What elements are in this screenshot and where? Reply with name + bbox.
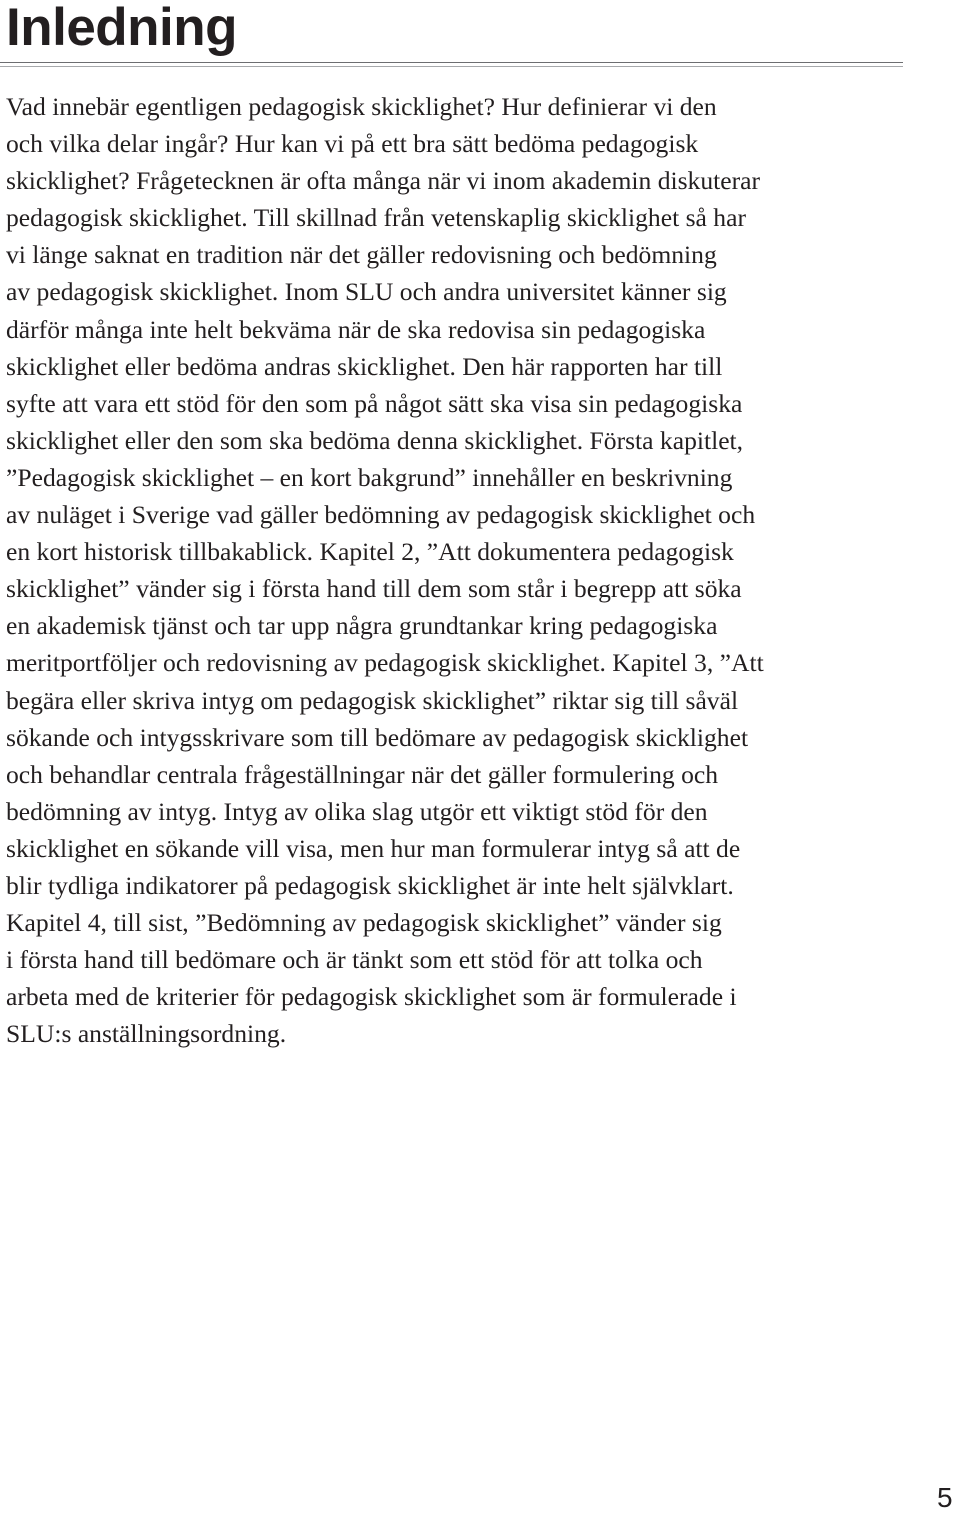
paragraph-line: ”Pedagogisk skicklighet – en kort bakgrund” innehåller en beskrivning xyxy=(6,462,733,492)
paragraph-line: i första hand till bedömare och är tänkt som ett stöd för att tolka och xyxy=(6,945,703,975)
page-title: Inledning xyxy=(6,0,238,57)
heading-rule-bottom xyxy=(0,66,903,67)
paragraph-line: skicklighet eller bedöma andras skicklighet. Den här rapporten har till xyxy=(6,351,723,381)
paragraph-line: blir tydliga indikatorer på pedagogisk skicklighet är inte helt självklart. xyxy=(6,870,734,900)
body-paragraph xyxy=(6,88,906,1052)
paragraph-line: av nuläget i Sverige vad gäller bedömning av pedagogisk skicklighet och xyxy=(6,500,756,530)
paragraph-line: sökande och intygsskrivare som till bedömare av pedagogisk skicklighet xyxy=(6,722,749,752)
page-number: 5 xyxy=(937,1482,953,1513)
paragraph-line: Kapitel 4, till sist, ”Bedömning av pedagogisk skicklighet” vänder sig xyxy=(6,908,722,938)
paragraph-line: och vilka delar ingår? Hur kan vi på ett bra sätt bedöma pedagogisk xyxy=(6,129,699,159)
paragraph-line: pedagogisk skicklighet. Till skillnad från vetenskaplig skicklighet så har xyxy=(6,203,746,233)
paragraph-line: en kort historisk tillbakablick. Kapitel 2, ”Att dokumentera pedagogisk xyxy=(6,537,734,567)
paragraph-line: meritportföljer och redovisning av pedagogisk skicklighet. Kapitel 3, ”Att xyxy=(6,648,764,678)
paragraph-line: bedömning av intyg. Intyg av olika slag utgör ett viktigt stöd för den xyxy=(6,796,708,826)
paragraph-line: vi länge saknat en tradition när det gäller redovisning och bedömning xyxy=(6,240,717,270)
heading-rule-top xyxy=(0,62,903,63)
paragraph-line: därför många inte helt bekväma när de ska redovisa sin pedagogiska xyxy=(6,314,706,344)
paragraph-line: skicklighet? Frågetecknen är ofta många när vi inom akademin diskuterar xyxy=(6,166,761,196)
paragraph-line: SLU:s anställningsordning. xyxy=(6,1019,287,1049)
paragraph-line: skicklighet eller den som ska bedöma denna skicklighet. Första kapitlet, xyxy=(6,425,744,455)
paragraph-line: skicklighet” vänder sig i första hand till dem som står i begrepp att söka xyxy=(6,574,742,604)
paragraph-line: syfte att vara ett stöd för den som på något sätt ska visa sin pedagogiska xyxy=(6,388,743,418)
paragraph-line: begära eller skriva intyg om pedagogisk skicklighet” riktar sig till såväl xyxy=(6,685,739,715)
paragraph-line: skicklighet en sökande vill visa, men hur man formulerar intyg så att de xyxy=(6,833,741,863)
paragraph-line: av pedagogisk skicklighet. Inom SLU och andra universitet känner sig xyxy=(6,277,727,307)
paragraph-line: arbeta med de kriterier för pedagogisk skicklighet som är formulerade i xyxy=(6,982,737,1012)
paragraph-line: en akademisk tjänst och tar upp några grundtankar kring pedagogiska xyxy=(6,611,718,641)
paragraph-line: och behandlar centrala frågeställningar när det gäller formulering och xyxy=(6,759,719,789)
paragraph-line: Vad innebär egentligen pedagogisk skicklighet? Hur definierar vi den xyxy=(6,92,717,121)
